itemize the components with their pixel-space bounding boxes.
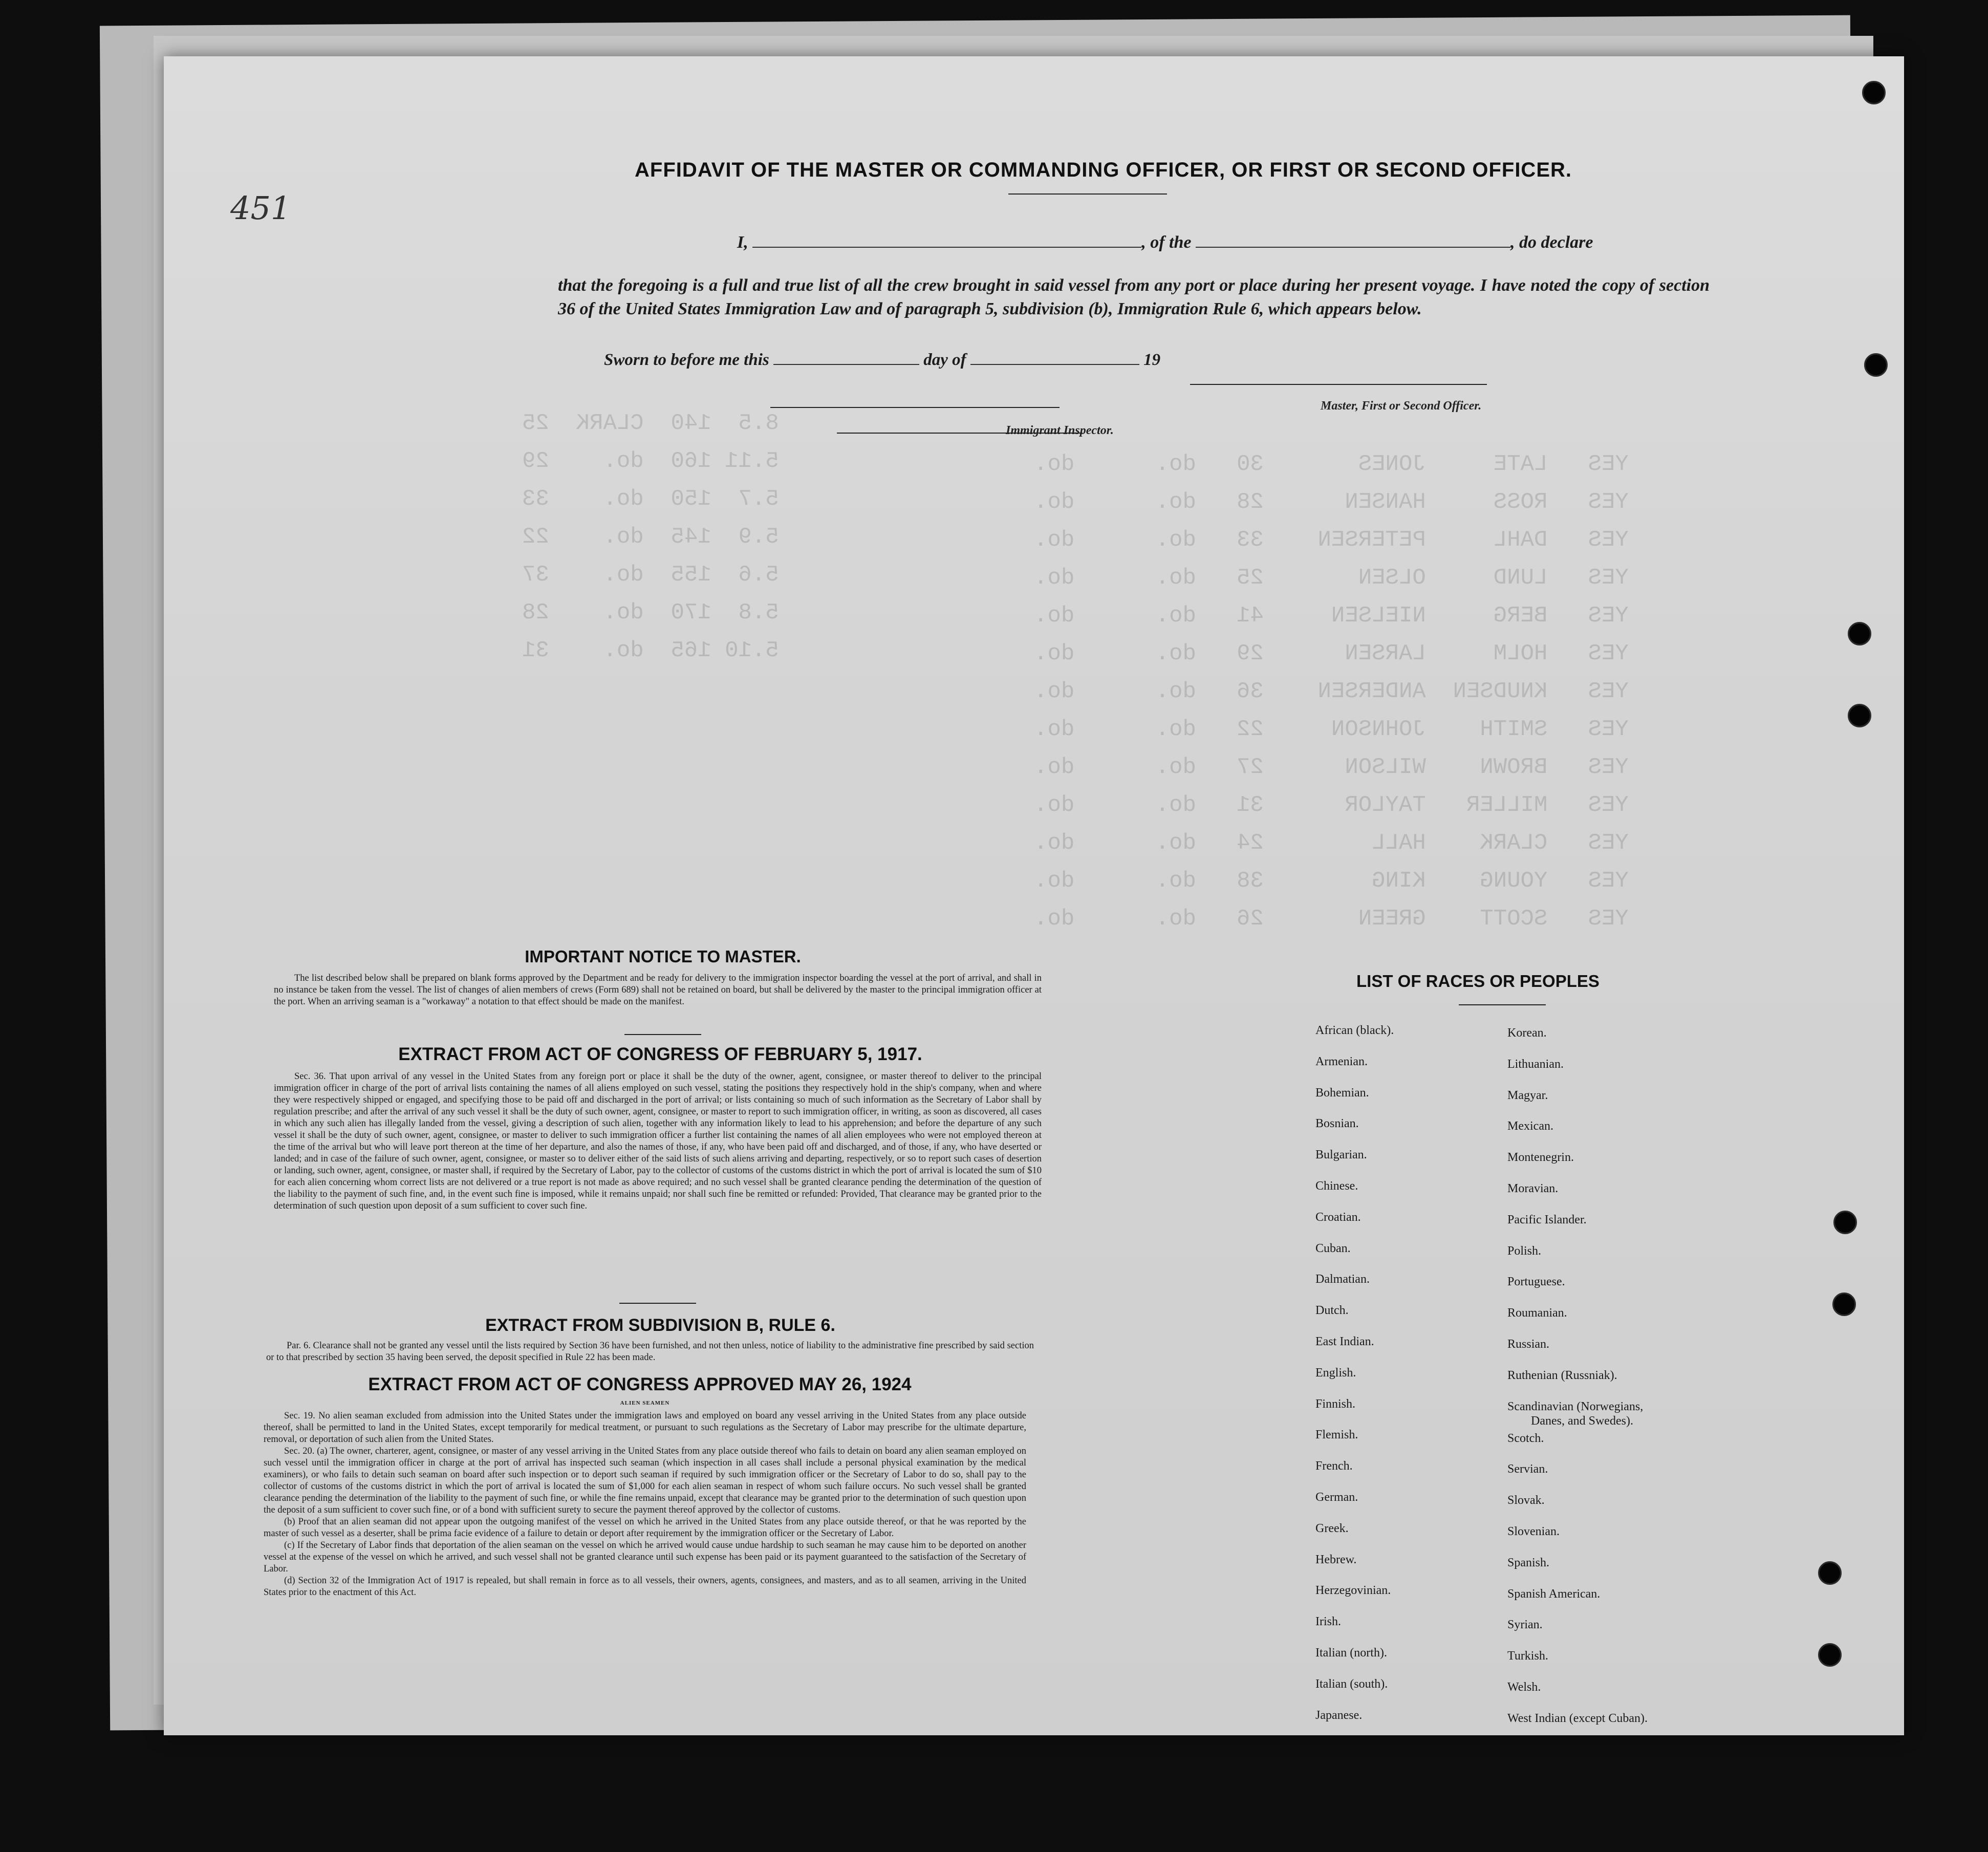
inspector-caption: Immigrant Inspector. xyxy=(1006,424,1114,437)
race-item: Welsh. xyxy=(1507,1680,1541,1694)
race-item: Spanish. xyxy=(1507,1556,1550,1569)
race-item: Croatian. xyxy=(1315,1210,1361,1224)
race-item: Cuban. xyxy=(1315,1241,1351,1255)
paragraph: Sec. 19. No alien seaman excluded from admission into the United States under the immigration laws and employed on board any vessel arriving in the United States from any place outside thereof, shall be permitted to land in the United States, except temporarily for medical treatment, or pursuant to such regulations as the Secretary of Labor may prescribe for the ultimate departure, removal, or deportation of such alien from the United States. xyxy=(264,1411,1026,1445)
races-right-column xyxy=(1507,1026,1648,1743)
extract-1917-title: EXTRACT FROM ACT OF CONGRESS OF FEBRUARY 5, 1917. xyxy=(398,1044,922,1064)
punch-hole xyxy=(1864,353,1888,377)
sworn-month-blank[interactable] xyxy=(970,364,1139,365)
race-item: Japanese. xyxy=(1315,1708,1363,1722)
notice-body: The list described below shall be prepared on blank forms approved by the Department and be ready for delivery to the immigration inspector boarding the vessel at the port of arrival, and shall in no instance be taken from the vessel. The list of changes of alien members of crews (Form 689) shall not be retained on board, but shall be delivered by the master to the principal immigration officer at the port. When an arriving seaman is a "workaway" a notation to that effect should be made on the manifest. xyxy=(274,973,1042,1007)
races-title: LIST OF RACES OR PEOPLES xyxy=(1356,972,1600,990)
race-item: Finnish. xyxy=(1315,1397,1356,1411)
race-item: Korean. xyxy=(1507,1026,1547,1040)
race-item: Bohemian. xyxy=(1315,1086,1369,1100)
race-item: Ruthenian (Russniak). xyxy=(1507,1368,1617,1382)
race-item: Russian. xyxy=(1507,1337,1550,1351)
vessel-blank[interactable] xyxy=(1196,247,1510,248)
extract-rule6-body: Par. 6. Clearance shall not be granted any vessel until the lists required by Section 36 have been furnished, and not then unless, notice of liability to the administrative fine prescribed by said section or to that prescribed by section 35 having been served, the deposit specified in Rule 22 has been made. xyxy=(266,1341,1034,1363)
signature-caption: Master, First or Second Officer. xyxy=(1321,399,1482,413)
race-item: Chinese. xyxy=(1315,1179,1358,1193)
race-item: Spanish American. xyxy=(1507,1587,1601,1601)
race-item: Servian. xyxy=(1507,1462,1548,1476)
paragraph: (c) If the Secretary of Labor finds that deportation of the alien seaman on the vessel on which he arrived would cause undue hardship to such seaman he may cause him to be deported on another vessel at the expense of the vessel on which he arrived, and such vessel shall not be granted clearance until such expense has been paid or its payment guaranteed to the satisfaction of the Secretary of Labor. xyxy=(264,1540,1026,1574)
race-item: Syrian. xyxy=(1507,1618,1543,1632)
affidavit-body: that the foregoing is a full and true list of all the crew brought in said vessel from any port or place during her present voyage. I have noted the copy of section 36 of the United States Immigration Law and of paragraph 5, subdivision (b), Immigration Rule 6, which appears below. xyxy=(558,276,1710,318)
race-item: Bosnian. xyxy=(1315,1117,1359,1131)
sworn-line: Sworn to before me this day of 19 xyxy=(604,351,1161,369)
race-item: German. xyxy=(1315,1490,1358,1504)
notice-divider xyxy=(624,1034,701,1035)
paragraph: (b) Proof that an alien seaman did not appear upon the outgoing manifest of the vessel on which he arrived in the United States from any place outside thereof, or that he was reported by the master of such vessel as a deserter, shall be prima facie evidence of a failure to detain or deport after requirement by the immigration officer or the Secretary of Labor. xyxy=(264,1517,1026,1539)
race-item: Bulgarian. xyxy=(1315,1148,1367,1162)
extract-rule6-title: EXTRACT FROM SUBDIVISION B, RULE 6. xyxy=(485,1316,835,1335)
bleed-through-text-2: 8.5 140 CLARK 25 5.11 160 do. 29 5.7 150 do. 33 5.9 145 do. 22 5.6 155 do. 37 5.8 170 do. 28 5.10 165 do. 31 xyxy=(522,411,779,663)
race-item: Armenian. xyxy=(1315,1054,1368,1068)
notice-title: IMPORTANT NOTICE TO MASTER. xyxy=(525,947,801,966)
sworn-date-blank[interactable] xyxy=(773,364,919,365)
race-item: West Indian (except Cuban). xyxy=(1507,1711,1648,1725)
race-item: Italian (south). xyxy=(1315,1677,1388,1691)
race-item: Montenegrin. xyxy=(1507,1151,1574,1165)
race-item: Dutch. xyxy=(1315,1304,1349,1318)
race-item: Slovenian. xyxy=(1507,1524,1560,1538)
race-item: Portuguese. xyxy=(1507,1275,1565,1289)
punch-hole xyxy=(1833,1211,1857,1234)
inspector-line-top xyxy=(770,407,1060,408)
race-item: French. xyxy=(1315,1459,1353,1473)
race-item: Magyar. xyxy=(1507,1088,1548,1102)
race-item: East Indian. xyxy=(1315,1334,1374,1348)
extract-1917-body: Sec. 36. That upon arrival of any vessel in the United States from any foreign port or place it shall be the duty of the owner, agent, consignee, or master thereof to deliver to the principal immigration officer in charge of the port of arrival lists containing the names of all aliens employed on such vessel, stating the positions they respectively hold in the ship's company, when and where they were respectively shipped or engaged, and specifying those to be paid off and discharged in the port of arrival; or lists containing so much of such information as the Secretary of Labor shall by regulation prescribe; and after the arrival of any such vessel it shall be the duty of such owner, agent, consignee, or master to report to such immigration officer, in writing, as soon as discovered, all cases in which any such alien has illegally landed from the vessel, giving a description of such alien, together with any information likely to lead to his apprehension; and before the departure of any such vessel it shall be the duty of such owner, agent, consignee, or master to deliver to such immigration officer a further list containing the names of all alien employees who were not employed thereon at the time of the arrival but who will leave port thereon at the time of her departure, and also the names of those, if any, who have been paid off and discharged, and of those, if any, who have deserted or landed; and in case of the failure of such owner, agent, consignee, or master so to deliver either of the said lists of such aliens arriving and departing, respectively, or so to report such cases of desertion or landing, such owner, agent, consignee, or master shall, if required by the Secretary of Labor, pay to the collector of customs of the customs district in which the port of arrival is located the sum of $10 for each alien concerning whom correct lists are not delivered or a true report is not made as above required; and no such vessel shall be granted clearance pending the determination of the question of the liability to the payment of such fine, and, in the event such fine is imposed, while it remains unpaid; nor shall such fine be remitted or refunded: Provided, That clearance may be granted prior to the determination of such question upon deposit of a sum sufficient to cover such fine. xyxy=(274,1071,1042,1211)
extract-1924-title: EXTRACT FROM ACT OF CONGRESS APPROVED MAY 26, 1924 xyxy=(368,1374,912,1394)
races-left-column xyxy=(1315,1024,1394,1739)
race-item: Mexican. xyxy=(1507,1119,1553,1133)
punch-hole xyxy=(1848,622,1871,645)
race-item: Hebrew. xyxy=(1315,1553,1357,1566)
handwritten-page-number: 451 xyxy=(230,189,291,227)
race-item: Herzegovinian. xyxy=(1315,1584,1391,1598)
race-item: Irish. xyxy=(1315,1615,1341,1629)
race-item: Polish. xyxy=(1507,1244,1542,1258)
race-item: Slovak. xyxy=(1507,1494,1545,1508)
race-item: Pacific Islander. xyxy=(1507,1213,1587,1226)
affidavit-declaration-line: I, , of the , do declare xyxy=(737,233,1593,252)
affidavit-divider xyxy=(1008,193,1167,195)
bleed-through-text: YES LATE JONES 30 do. do. YES ROSS HANSEN 28 do. do. YES DAHL PETERSEN 33 do. do. YES LUND OLSEN 25 do. do. YES BERG NIELSEN 41 do. do. YES HOLM LARSEN 29 do. do. YES KNUDSEN ANDERSEN 36 do. do. YES SMITH JOHNSON 22 do. do. YES BROWN WILSON 27 do. do. YES MILLER TAYLOR 31 do. do. YES CLARK HALL 24 do. do. YES YOUNG KING 38 do. do. YES SCOTT GREEN 26 do. do. xyxy=(1034,451,1629,932)
signature-line xyxy=(1190,384,1487,385)
name-blank[interactable] xyxy=(752,247,1141,248)
paragraph: (d) Section 32 of the Immigration Act of 1917 is repealed, but shall remain in force as to all vessels, their owners, agents, consignees, and masters, and as to all seamen, arriving in the United States prior to the enactment of this Act. xyxy=(264,1576,1026,1598)
race-item: Lithuanian. xyxy=(1507,1057,1564,1071)
document-page xyxy=(164,56,1904,1735)
paragraph: Sec. 20. (a) The owner, charterer, agent, consignee, or master of any vessel arriving in the United States from any place outside thereof who fails to detain on board any alien seaman employed on such vessel until the immigration officer in charge at the port of arrival has inspected such seaman (which inspection in all cases shall include a personal physical examination by the medical examiners), or who fails to detain such seaman on board after such inspection or to deport such seaman if required by such immigration officer or the Secretary of Labor to do so, shall pay to the collector of customs of the customs district in which the port of arrival is located the sum of $1,000 for each alien seaman in respect of whom such failure occurs. No such vessel shall be granted clearance pending the determination of the liability to the payment of such fine, or while the fine remains unpaid, except that clearance may be granted prior to the determination of such question upon the deposit of a sum sufficient to cover such fine, or of a bond with sufficient surety to secure the payment thereof approved by the collector of customs. xyxy=(264,1446,1026,1515)
race-item: Turkish. xyxy=(1507,1649,1548,1663)
race-item: Italian (north). xyxy=(1315,1646,1387,1660)
extract-1924-body xyxy=(264,1396,1026,1599)
punch-hole xyxy=(1862,81,1886,104)
race-item: English. xyxy=(1315,1366,1356,1380)
race-item: African (black). xyxy=(1315,1024,1394,1037)
extract-1917-divider xyxy=(619,1303,696,1304)
race-item: Flemish. xyxy=(1315,1428,1358,1442)
affidavit-title: AFFIDAVIT OF THE MASTER OR COMMANDING OFFICER, OR FIRST OR SECOND OFFICER. xyxy=(635,159,1572,181)
races-divider xyxy=(1459,1004,1546,1005)
race-item: Moravian. xyxy=(1507,1181,1559,1195)
extract-1924-subtitle: ALIEN SEAMEN xyxy=(620,1400,670,1406)
race-item: Greek. xyxy=(1315,1521,1349,1535)
punch-hole xyxy=(1848,704,1871,727)
race-item: Scotch. xyxy=(1507,1431,1544,1445)
race-item: Scandinavian (Norwegians, xyxy=(1507,1399,1644,1413)
punch-hole xyxy=(1832,1293,1856,1316)
race-item: Danes, and Swedes). xyxy=(1531,1414,1633,1428)
race-item: Roumanian. xyxy=(1507,1306,1567,1320)
race-item: Dalmatian. xyxy=(1315,1273,1370,1286)
punch-hole xyxy=(1818,1643,1842,1667)
punch-hole xyxy=(1818,1561,1842,1585)
